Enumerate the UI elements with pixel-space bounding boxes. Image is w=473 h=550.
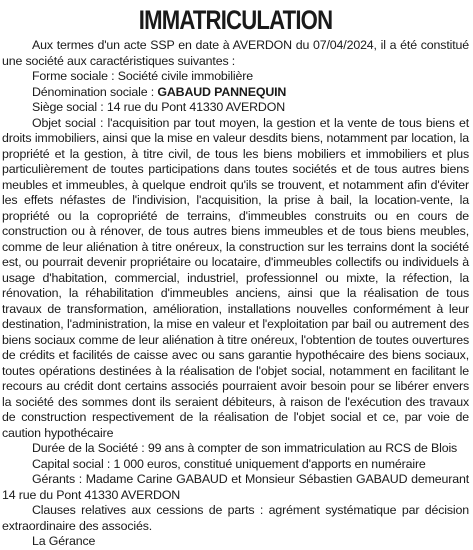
- signature: La Gérance: [32, 534, 96, 548]
- notice-body: [2, 38, 469, 550]
- gerants: Gérants : Madame Carine GABAUD et Monsieur Sébastien GABAUD demeurant 14 rue du Pont 41330 AVERDON: [2, 472, 469, 502]
- siege-social: Siège social : 14 rue du Pont 41330 AVERDON: [32, 100, 285, 114]
- denomination-label: Dénomination sociale :: [32, 84, 158, 99]
- denomination-value: GABAUD PANNEQUIN: [157, 84, 287, 99]
- objet-social: Objet social : l'acquisition par tout moyen, la gestion et la vente de tous biens et droits immobiliers, ainsi que la mise en valeur desdits biens, notamment par location, la propriété et la gestion, à titre civil, de tous les biens mobiliers et immobiliers et plus particulièrement de toutes participations dans toutes sociétés et de tous autres biens meubles et immeubles, à quelque endroit qu'ils se trouvent, et notamment afin d'éviter les effets néfastes de l'indivision, l'acquisition, la prise à bail, la location-vente, la propriété ou la copropriété de terrains, d'immeubles construits ou en cours de construction ou à rénover, de tous autres biens immeubles et de tous biens meubles, comme de leur aliénation à titre onéreux, la construction sur les terrains dont la société est, ou pourrait devenir propriétaire ou locataire, d'immeubles collectifs ou individuels à usage d'habitation, commercial, industriel, professionnel ou mixte, la réfection, la rénovation, la réhabilitation d'immeubles anciens, ainsi que la réalisation de tous travaux de transformation, amélioration, installations nouvelles conformément à leur destination, l'administration, la mise en valeur et l'exploitation par bail ou autrement des biens sociaux comme de leur aliénation à titre onéreux, l'obtention de toutes ouvertures de crédits et facilités de caisse avec ou sans garantie hypothécaire des biens sociaux, toutes opérations destinées à la réalisation de l'objet social, notamment en facilitant le recours au crédit dont certains associés pourraient avoir besoin pour se libérer envers la société des sommes dont ils seraient débiteurs, à raison de l'exécution des travaux de construction respectivement de la réalisation de l'objet social et ce, par voie de caution hypothécaire: [2, 115, 469, 440]
- forme-sociale: Forme sociale : Société civile immobilière: [32, 69, 253, 83]
- notice-title: IMMATRICULATION: [138, 5, 333, 35]
- clauses-cessions: Clauses relatives aux cessions de parts : agrément systématique par décision extraordinaire des associés.: [2, 503, 469, 533]
- intro-paragraph: Aux termes d'un acte SSP en date à AVERDON du 07/04/2024, il a été constitué une société aux caractéristiques suivantes :: [2, 38, 469, 68]
- duree-societe: Durée de la Société : 99 ans à compter de son immatriculation au RCS de Blois: [32, 441, 458, 455]
- denomination-sociale: [2, 85, 469, 101]
- capital-social: Capital social : 1 000 euros, constitué uniquement d'apports en numéraire: [32, 456, 426, 471]
